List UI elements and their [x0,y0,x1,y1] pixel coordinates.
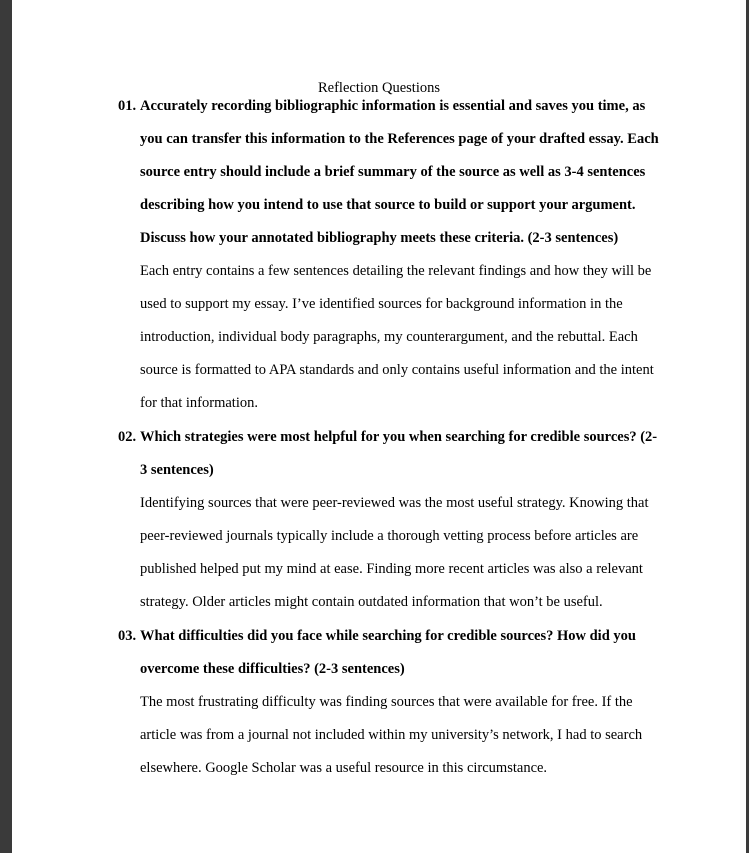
answer-line: introduction, individual body paragraphs, my counterargument, and the rebuttal. Each [140,329,638,345]
answer-line: strategy. Older articles might contain outdated information that won’t be useful. [140,594,603,610]
question-prompt-line: describing how you intend to use that source to build or support your argument. [140,197,636,213]
page-title: Reflection Questions [317,80,441,96]
question-prompt-line: source entry should include a brief summary of the source as well as 3-4 sentences [140,164,646,180]
question-number: 02. [118,429,137,445]
answer-line: source is formatted to APA standards and only contains useful information and the intent [140,362,654,378]
question-number: 03. [118,628,137,644]
question-prompt-line: overcome these difficulties? (2-3 sentences) [140,661,405,677]
answer-line: elsewhere. Google Scholar was a useful resource in this circumstance. [140,760,548,776]
question-prompt-line: 3 sentences) [140,462,214,478]
answer-line: article was from a journal not included within my university’s network, I had to search [140,727,643,743]
question-prompt-line: Discuss how your annotated bibliography meets these criteria. (2-3 sentences) [140,230,619,246]
answer-line: published helped put my mind at ease. Finding more recent articles was also a relevant [140,561,643,577]
answer-line: used to support my essay. I’ve identified sources for background information in the [140,296,623,312]
question-prompt-line: Accurately recording bibliographic information is essential and saves you time, as [140,98,646,114]
question-prompt-line: Which strategies were most helpful for you when searching for credible sources? (2- [140,429,658,445]
answer-line: peer-reviewed journals typically include a thorough vetting process before articles are [140,528,639,544]
answer-line: Identifying sources that were peer-reviewed was the most useful strategy. Knowing that [140,495,649,511]
answer-line: Each entry contains a few sentences detailing the relevant findings and how they will be [140,263,652,279]
document-page [12,0,746,853]
question-prompt-line: you can transfer this information to the References page of your drafted essay. Each [140,131,659,147]
question-prompt-line: What difficulties did you face while searching for credible sources? How did you [140,628,636,644]
answer-line: for that information. [140,395,258,411]
question-number: 01. [118,98,137,114]
viewer-left-border [0,0,12,853]
answer-line: The most frustrating difficulty was finding sources that were available for free. If the [140,694,633,710]
